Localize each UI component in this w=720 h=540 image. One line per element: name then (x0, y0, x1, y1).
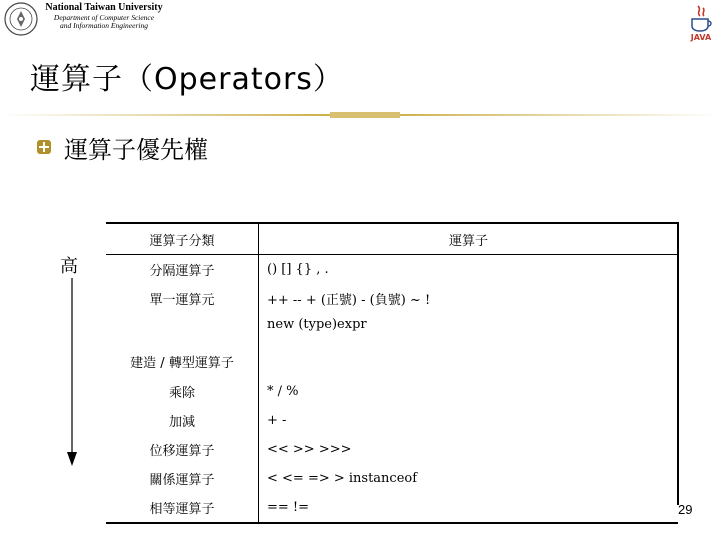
row-category: 單一運算元 (106, 284, 259, 313)
page-number: 29 (678, 502, 693, 517)
table-row (106, 313, 678, 377)
row-operators: () [] {} , . (267, 262, 329, 277)
row-operators: < <= => > instanceof (267, 471, 418, 486)
row-operators: == != (259, 493, 679, 523)
header-operators: 運算子 (259, 223, 679, 255)
university-seal-icon (4, 2, 38, 36)
row-category: 相等運算子 (106, 493, 259, 523)
row-operators: * / % (267, 384, 299, 399)
java-logo-icon (686, 2, 716, 42)
table-right-border (677, 222, 679, 505)
row-category: 加減 (106, 406, 259, 435)
header-category: 運算子分類 (106, 223, 259, 255)
title-underline (0, 112, 720, 118)
row-category: 乘除 (106, 377, 259, 406)
table-row (106, 435, 678, 464)
department-line-1: Department of Computer Science (53, 12, 155, 22)
operator-precedence-table (106, 222, 678, 524)
table-header-row (106, 223, 678, 255)
bullet-text: 運算子優先權 (64, 136, 208, 164)
slide-title: 運算子（Operators） (30, 62, 344, 97)
table-row (106, 464, 678, 493)
row-category: 建造 / 轉型運算子 (106, 313, 259, 377)
bullet-icon (36, 139, 52, 155)
row-category: 分隔運算子 (106, 255, 259, 285)
table-row (106, 377, 678, 406)
row-category: 位移運算子 (106, 435, 259, 464)
down-arrow-icon (60, 278, 84, 468)
row-category: 關係運算子 (106, 464, 259, 493)
table-row (106, 284, 678, 313)
university-name: National Taiwan University (45, 2, 163, 13)
table-row (106, 406, 678, 435)
university-header (42, 2, 166, 31)
table-row (106, 493, 678, 523)
row-operators: ++ -- + (正號) - (負號) ~ ! (267, 293, 431, 308)
row-operators: << >> >>> (267, 442, 352, 457)
svg-text:JAVA: JAVA (690, 33, 712, 42)
row-operators: new (type)expr (267, 317, 367, 332)
row-operators: + - (267, 413, 287, 428)
high-label: 高 (60, 256, 78, 277)
department-line-2: and Information Engineering (60, 21, 148, 31)
table-row (106, 255, 678, 285)
